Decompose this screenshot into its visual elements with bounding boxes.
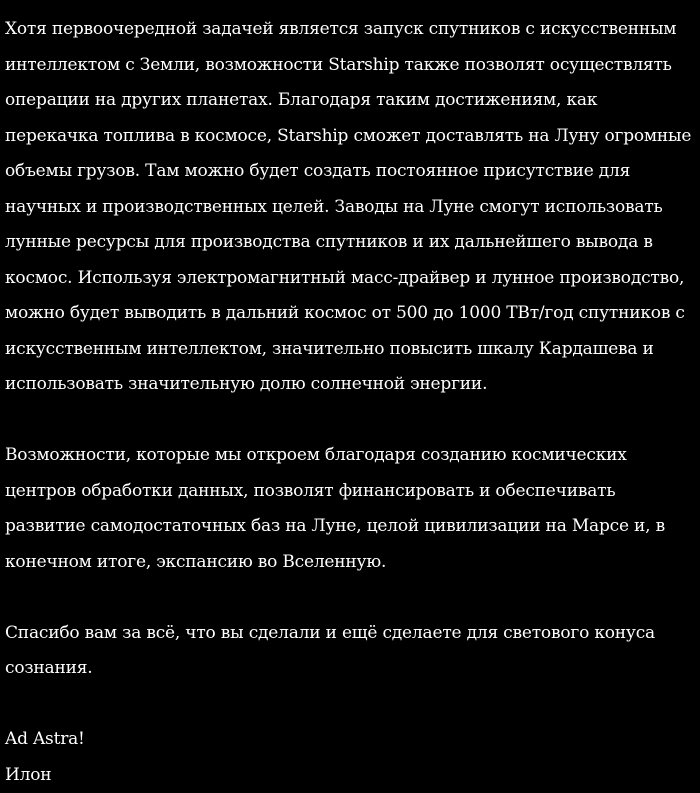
paragraph-1: Хотя первоочередной задачей является запуск спутников с искусственным интеллектом с Земли, возможности Starship также позволят осуществлять операции на других планетах. Благодаря таким достижениям, как перекачка топлива в космосе, Starship сможет доставлять на Луну огромные объемы грузов. Там можно будет создать постоянное присутствие для научных и производственных целей. Заводы на Луне смогут использовать лунные ресурсы для производства спутников и их дальнейшего вывода в космос. Используя электромагнитный масс-драйвер и лунное производство, можно будет выводить в дальний космос от 500 до 1000 ТВт/год спутников с искусственным интеллектом, значительно повысить шкалу Кардашева и использовать значительную долю солнечной энергии. [5,12,695,403]
paragraph-3: Спасибо вам за всё, что вы сделали и ещё сделаете для светового конуса сознания. [5,616,695,687]
closing-line: Ad Astra! [5,722,695,758]
article-body [5,12,695,793]
paragraph-2: Возможности, которые мы откроем благодаря созданию космических центров обработки данных, позволят финансировать и обеспечивать развитие самодостаточных баз на Луне, целой цивилизации на Марсе и, в конечном итоге, экспансию во Вселенную. [5,438,695,580]
signature: Илон [5,758,695,793]
